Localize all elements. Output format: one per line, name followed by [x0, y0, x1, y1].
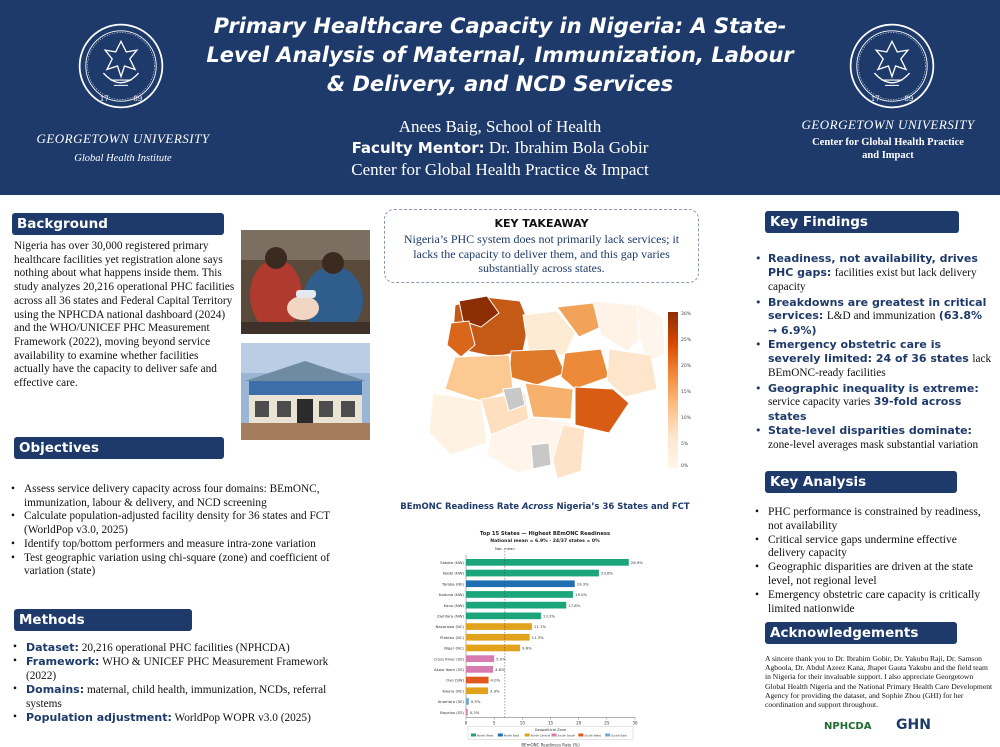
list-item: • Test geographic variation using chi-square (zone) and coefficient of variation (state): [8, 552, 353, 579]
method-text: WHO & UNICEF PHC Measurement Framework (2022): [26, 656, 329, 682]
scale-label: 25%: [681, 338, 692, 343]
scale-label: 0%: [681, 464, 689, 469]
data-label: 0.5%: [470, 699, 481, 705]
method-label: Population adjustment:: [26, 711, 172, 725]
legend-entry: South East: [611, 733, 627, 738]
legend-entry: North East: [503, 733, 520, 738]
list-item: [752, 338, 992, 381]
nigeria-choropleth-map: [425, 293, 700, 483]
legend-swatch: [471, 734, 476, 737]
finding-bold-2: (63.8% → 6.9%): [768, 309, 983, 337]
authors-block: [280, 116, 720, 181]
legend-entry: South South: [557, 733, 576, 738]
category-label: Plateau (NC): [440, 634, 464, 640]
data-label: 4.0%: [490, 677, 501, 683]
finding-bold: Breakdowns are greatest in critical services:: [768, 295, 987, 322]
category-label: Niger (NC): [444, 645, 464, 651]
georgetown-seal-icon: [848, 22, 936, 110]
list-item: • Emergency obstetric care capacity is critically limited nationwide: [752, 589, 992, 617]
legend-swatch: [498, 734, 503, 737]
list-item: • Geographic disparities are driven at the state level, not regional level: [752, 561, 992, 589]
svg-text:17: 17: [99, 94, 109, 104]
list-item: [752, 252, 992, 295]
method-label: Domains:: [26, 683, 85, 697]
method-text: maternal, child health, immunization, NCDs, referral systems: [26, 684, 327, 710]
x-tick-label: 25: [604, 720, 610, 726]
takeaway-text: Nigeria’s PHC system does not primarily lack services; it lacks the capacity to deliver them, and this gap varies substantially across states.: [403, 232, 680, 275]
data-label: 3.9%: [489, 688, 500, 694]
poster-header: [0, 0, 1000, 195]
list-item: [10, 641, 355, 655]
map-region-kaduna: [509, 349, 565, 385]
finding-text: zone-level averages mask substantial variation: [768, 438, 979, 451]
list-item: • Calculate population-adjusted facility density for 36 states and FCT (WorldPop v3.0, 2025): [8, 510, 353, 537]
category-label: Kebbi (NW): [442, 570, 464, 576]
background-heading: Background: [12, 213, 224, 235]
bar: [466, 698, 469, 705]
chart-section-title: [385, 502, 705, 512]
chart-subtitle: National mean = 6.9% · 24/37 states = 0%: [490, 539, 600, 544]
key-analysis-list: [752, 506, 992, 616]
legend-swatch: [552, 734, 557, 737]
objectives-list: [8, 483, 353, 579]
map-region-nasarawa: [525, 383, 573, 419]
x-tick-label: 0: [464, 720, 468, 726]
bar: [466, 655, 494, 662]
category-label: Kano (NW): [443, 602, 464, 608]
legend-title: Geopolitical Zone: [534, 728, 567, 732]
objectives-heading: Objectives: [14, 437, 224, 459]
methods-list: [10, 641, 355, 725]
method-text: WorldPop WOPR v3.0 (2025): [174, 712, 311, 725]
data-label: 28.9%: [630, 560, 643, 565]
right-org-name: GEORGETOWN UNIVERSITY: [801, 117, 975, 132]
bar: [466, 559, 629, 566]
finding-text: lack BEmONC-ready facilities: [768, 352, 992, 379]
georgetown-seal-icon: [77, 22, 165, 110]
finding-bold-2: 39-fold across states: [768, 395, 962, 423]
legend-swatch: [578, 734, 583, 737]
svg-text:17: 17: [870, 94, 880, 104]
category-label: Kaduna (NW): [438, 592, 464, 598]
bar: [466, 666, 493, 673]
category-label: Bayelsa (SS): [440, 709, 464, 715]
x-tick-label: 20: [576, 720, 582, 726]
finding-bold: State-level disparities dominate:: [768, 424, 972, 437]
data-label: 4.8%: [495, 667, 505, 672]
list-item: • Critical service gaps undermine effective delivery capacity: [752, 534, 992, 562]
scale-label: 20%: [681, 364, 692, 369]
method-text: 20,216 operational PHC facilities (NPHCDA): [81, 642, 290, 654]
center-name: Center for Global Health Practice & Impact: [351, 160, 649, 179]
svg-text:89: 89: [904, 94, 914, 104]
list-item: [10, 711, 355, 725]
map-region-no-data: [531, 443, 551, 469]
chart-title-pre: BEmONC Readiness Rate: [400, 502, 520, 512]
bar: [466, 570, 599, 577]
nphcda-logo: NPHCDA: [824, 721, 872, 732]
legend-entry: North West: [477, 733, 494, 738]
background-text: Nigeria has over 30,000 registered primary healthcare facilities yet registration alone says nothing about what happens inside them. This study analyzes 20,216 operational PHC facilities across all 36 states and Federal Capital Territory using the NPHCDA national dashboard (2024) and the WHO/UNICEF PHC Measurement Framework (2022), moving beyond service availability to examine whether facilities actually have the capacity to deliver safe and effective care.: [14, 240, 235, 390]
category-label: Cross River (SS): [433, 656, 464, 662]
key-findings-list: [752, 252, 992, 453]
right-org-sub: Center for Global Health Practice and Impact: [812, 137, 964, 161]
author: Anees Baig, School of Health: [398, 117, 602, 136]
method-label: Framework:: [26, 655, 100, 669]
vaccination-photo: [241, 230, 370, 334]
bar: [466, 634, 530, 641]
svg-text:89: 89: [133, 94, 143, 104]
list-item: [752, 296, 992, 338]
list-item: • Identify top/bottom performers and measure intra-zone variation: [8, 538, 353, 552]
legend-swatch: [525, 734, 530, 737]
poster-title: Primary Healthcare Capacity in Nigeria: A State-Level Analysis of Maternal, Immunization, Labour & Delivery, and NCD Services: [206, 14, 794, 96]
acknowledgements-text: A sincere thank you to Dr. Ibrahim Gobir, Dr. Yakubu Raji, Dr. Samson Agboola, Dr. Abdul Azeez Kana, Jhapet Gauta Yakubu and the field team in Nigeria for their invaluable support. I also appreciate Georgetown Global Health Nigeria and the National Primary Health Care Development Agency for providing the dataset, and Sophie Zhou (GHI) for her coordination and support throughout.: [765, 654, 993, 710]
chart-title-post: Nigeria’s 36 States and FCT: [556, 502, 690, 512]
bar: [466, 591, 573, 598]
chart-title: Top 15 States — Highest BEmONC Readiness: [479, 531, 611, 537]
finding-bold: Geographic inequality is extreme:: [768, 381, 979, 395]
category-label: Nasarawa (NC): [435, 624, 464, 630]
map-region-southwest: [429, 393, 487, 455]
bar: [466, 613, 541, 620]
key-findings-heading: Key Findings: [765, 211, 959, 233]
x-tick-label: 10: [519, 720, 525, 726]
data-label: 11.7%: [533, 624, 546, 630]
finding-bold: Readiness, not availability, drives PHC gaps:: [768, 252, 978, 279]
bar: [466, 709, 468, 716]
left-org-name: GEORGETOWN UNIVERSITY: [36, 131, 210, 146]
scale-label: 10%: [681, 416, 692, 421]
category-label: Taraba (NE): [441, 581, 464, 587]
bar: [466, 623, 532, 630]
bar: [466, 580, 575, 587]
map-region-plateau: [561, 349, 609, 389]
data-label: 0.3%: [469, 709, 480, 715]
category-label: Akwa Ibom (SS): [434, 667, 464, 672]
scale-label: 30%: [681, 312, 692, 317]
mentor-line: [280, 137, 720, 159]
category-label: Zamfara (NW): [437, 613, 464, 619]
data-label: 5.0%: [496, 656, 506, 662]
legend-swatch: [605, 734, 610, 737]
x-axis-label: BEmONC Readiness Rate (%): [521, 742, 580, 747]
list-item: [10, 655, 355, 683]
takeaway-heading: KEY TAKEAWAY: [494, 217, 589, 230]
category-label: Oyo (SW): [446, 677, 464, 683]
methods-heading: Methods: [14, 609, 192, 631]
bar: [466, 602, 566, 609]
data-label: 13.3%: [542, 613, 555, 619]
category-label: Kwara (NC): [442, 688, 464, 694]
finding-text: facilities exist but lack delivery capacity: [768, 266, 977, 293]
bemonc-bar-chart: [420, 526, 670, 747]
x-tick-label: 5: [492, 720, 496, 726]
data-label: 11.3%: [531, 634, 544, 640]
data-label: 19.3%: [576, 581, 589, 587]
ghn-logo: GHN: [896, 717, 931, 733]
x-tick-label: 15: [547, 720, 554, 726]
finding-bold: Emergency obstetric care is severely limited: 24 of 36 states: [768, 338, 969, 365]
scale-label: 15%: [681, 390, 692, 395]
method-label: Dataset:: [26, 641, 79, 654]
bar: [466, 645, 520, 652]
bar: [466, 677, 489, 684]
finding-text: L&D and immunization: [826, 310, 936, 322]
list-item: • PHC performance is constrained by readiness, not availability: [752, 506, 992, 534]
list-item: [10, 683, 355, 711]
category-label: Anambra (SE): [437, 699, 464, 705]
legend-entry: South West: [584, 733, 601, 738]
data-label: 23.6%: [600, 570, 614, 576]
list-item: [752, 424, 992, 452]
chart-title-em: Across: [522, 502, 554, 512]
finding-text: service capacity varies: [768, 396, 871, 408]
list-item: [752, 382, 992, 424]
data-label: 17.8%: [568, 602, 581, 608]
map-color-scale: [668, 312, 678, 468]
bar: [466, 687, 488, 694]
acknowledgements-heading: Acknowledgements: [765, 622, 957, 644]
data-label: 9.6%: [522, 645, 532, 651]
left-org-sub: Global Health Institute: [74, 153, 172, 164]
scale-label: 5%: [681, 442, 689, 447]
mentor-label: Faculty Mentor:: [351, 139, 485, 157]
key-takeaway-box: [384, 209, 699, 283]
list-item: • Assess service delivery capacity across four domains: BEmONC, immunization, labour & delivery, and NCD screening: [8, 483, 353, 510]
category-label: Sokoto (NW): [440, 560, 464, 565]
legend-entry: North Central: [530, 733, 551, 738]
data-label: 19.0%: [575, 592, 588, 598]
facility-photo: [241, 343, 370, 440]
mean-label: Nat. mean: [494, 546, 515, 551]
mentor-name: Dr. Ibrahim Bola Gobir: [488, 138, 649, 157]
key-analysis-heading: Key Analysis: [765, 471, 957, 493]
x-tick-label: 30: [632, 720, 638, 726]
map-region-niger: [445, 355, 513, 401]
